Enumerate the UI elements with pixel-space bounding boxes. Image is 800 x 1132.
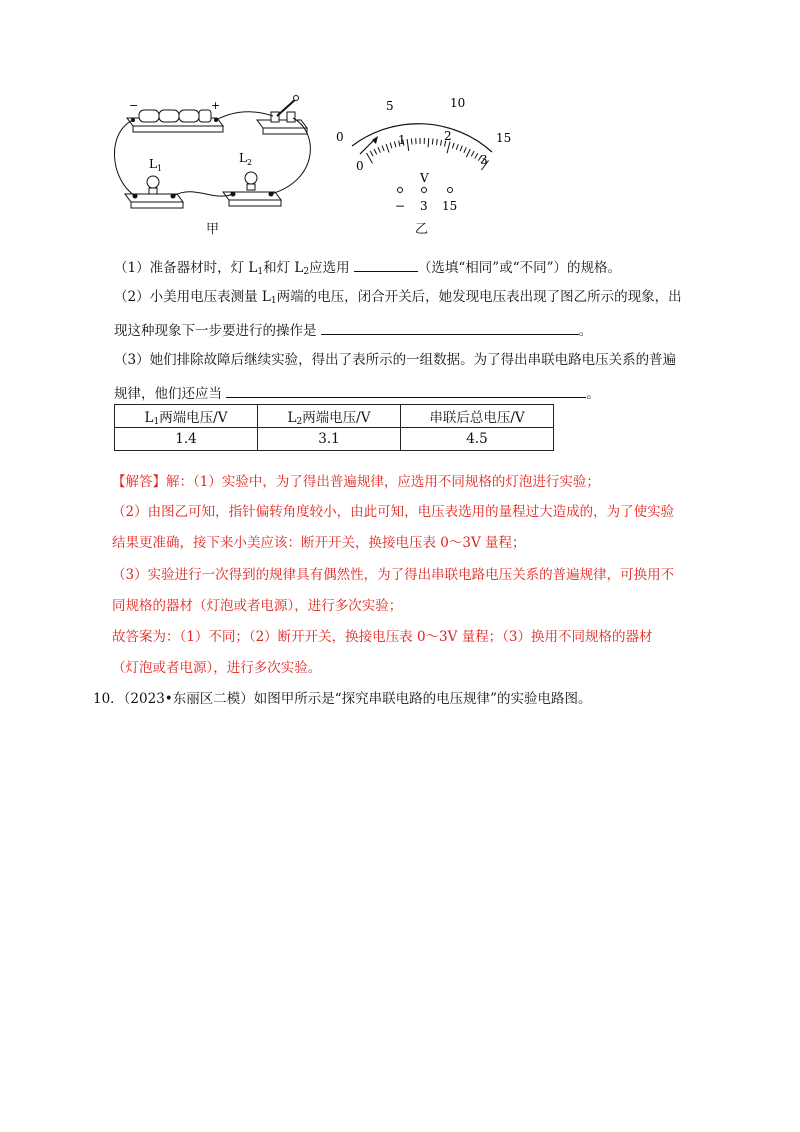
table-header-total: 串联后总电压/V bbox=[401, 405, 554, 428]
answer-line-6: 故答案为：（1）不同；（2）断开开关，换接电压表 0～3V 量程；（3）换用不同规格的器材 bbox=[112, 629, 653, 645]
meter-tick bbox=[367, 153, 373, 163]
table-cell: 1.4 bbox=[115, 428, 258, 451]
meter-tick bbox=[460, 146, 462, 152]
answer-blank-2[interactable] bbox=[321, 320, 579, 335]
lamp-l2 bbox=[223, 172, 281, 206]
battery-minus-label: − bbox=[129, 99, 139, 112]
meter-tick bbox=[456, 144, 458, 150]
terminal-15 bbox=[448, 188, 453, 193]
question-10: 10．（2023•东丽区二模）如图甲所示是“探究串联电路的电压规律”的实验电路图。 bbox=[93, 691, 592, 707]
battery-pack bbox=[127, 110, 223, 132]
table-cell: 3.1 bbox=[258, 428, 401, 451]
needle-arrow-icon bbox=[372, 136, 378, 144]
lamp-l1 bbox=[125, 176, 183, 208]
question-2-line-2: 现这种现象下一步要进行的操作是 。 bbox=[114, 320, 592, 340]
question-3: （3）她们排除故障后继续实验，得出了表所示的一组数据。为了得出串联电路电压关系的普遍 bbox=[114, 352, 677, 368]
table-row bbox=[115, 428, 554, 451]
meter-tick bbox=[441, 140, 442, 146]
scale-bottom-0: 0 bbox=[356, 159, 364, 173]
scale-bottom-3: 3 bbox=[480, 153, 488, 167]
meter-tick bbox=[471, 151, 474, 156]
svg-text:L2 bbox=[239, 151, 252, 167]
meter-tick bbox=[390, 143, 392, 149]
battery-plus-label: + bbox=[211, 99, 221, 112]
terminal-label-3: 3 bbox=[420, 199, 428, 213]
scale-bottom-2: 2 bbox=[444, 129, 452, 143]
switch bbox=[257, 96, 307, 135]
meter-tick bbox=[466, 149, 470, 157]
answer-tag: 【解答】 bbox=[112, 474, 166, 490]
meter-needle bbox=[360, 140, 374, 154]
answer-blank-1[interactable] bbox=[354, 257, 418, 272]
voltage-table bbox=[114, 404, 554, 451]
question-2: （2）小美用电压表测量 $L_1$两端的电压，闭合开关后，她发现电压表出现了图乙所示的现象，出 bbox=[114, 289, 682, 306]
meter-tick bbox=[464, 147, 466, 153]
terminal-minus bbox=[398, 188, 403, 193]
table-header-row bbox=[115, 405, 554, 428]
answer-line-7: （灯泡或者电源），进行多次实验。 bbox=[112, 660, 322, 676]
meter-tick bbox=[370, 151, 373, 156]
meter-tick bbox=[428, 138, 429, 147]
lamp-l1-sub: 1 bbox=[156, 164, 163, 173]
meter-symbol: V bbox=[420, 171, 429, 185]
meter-tick bbox=[475, 153, 478, 158]
meter-tick bbox=[447, 142, 450, 154]
terminal-label-15: 15 bbox=[442, 199, 458, 213]
scale-top-10: 10 bbox=[450, 96, 466, 110]
answer-line-2: （2）由图乙可知，指针偏转角度较小，由此可知，电压表选用的量程过大造成的，为了使实验 bbox=[112, 504, 675, 520]
meter-ticks bbox=[367, 138, 489, 170]
terminal-label-minus: − bbox=[395, 199, 406, 213]
scale-top-15: 15 bbox=[496, 131, 512, 145]
svg-text:L1 bbox=[149, 157, 162, 173]
meter-scale-arc bbox=[352, 124, 492, 152]
lamp-l2-sub: 2 bbox=[246, 158, 253, 167]
voltmeter-figure bbox=[328, 88, 528, 223]
answer-line-5: 同规格的器材（灯泡或者电源），进行多次实验； bbox=[112, 598, 403, 614]
answer-line-4: （3）实验进行一次得到的规律具有偶然性，为了得出串联电路电压关系的普遍规律，可换用不 bbox=[112, 567, 675, 583]
scale-top-5: 5 bbox=[386, 99, 394, 113]
meter-tick bbox=[386, 144, 389, 153]
figure-caption-yi: 乙 bbox=[415, 222, 429, 237]
meter-tick bbox=[374, 149, 377, 154]
table-cell: 4.5 bbox=[401, 428, 554, 451]
lamp-l2-label: L bbox=[239, 151, 247, 165]
question-3-line-2: 规律，他们还应当 。 bbox=[114, 383, 600, 403]
meter-tick bbox=[452, 143, 454, 149]
meter-tick bbox=[437, 139, 438, 145]
figure-caption-jia: 甲 bbox=[206, 222, 220, 237]
meter-tick bbox=[407, 139, 409, 151]
table-header-l2: $L_2$两端电压/V bbox=[258, 405, 401, 428]
terminal-3 bbox=[422, 188, 427, 193]
meter-tick bbox=[411, 139, 412, 145]
table-header-l1: $L_1$两端电压/V bbox=[115, 405, 258, 428]
meter-tick bbox=[382, 146, 384, 152]
scale-top-0: 0 bbox=[336, 130, 344, 144]
answer-line-3: 结果更准确，接下来小美应该：断开开关，换接电压表 0～3V 量程； bbox=[112, 535, 526, 551]
meter-tick bbox=[432, 139, 433, 145]
answer-line-1: 【解答】解：（1）实验中，为了得出普遍规律，应选用不同规格的灯泡进行实验； bbox=[112, 474, 600, 490]
meter-tick bbox=[394, 142, 396, 148]
question-1: （1）准备器材时，灯 $L_1$和灯 $L_2$应选用 （选填“相同”或“不同”）的规格。 bbox=[114, 257, 621, 281]
lamp-l1-label: L bbox=[149, 157, 157, 171]
answer-blank-3[interactable] bbox=[226, 383, 586, 398]
meter-tick bbox=[378, 147, 380, 153]
scale-bottom-1: 1 bbox=[398, 133, 406, 147]
